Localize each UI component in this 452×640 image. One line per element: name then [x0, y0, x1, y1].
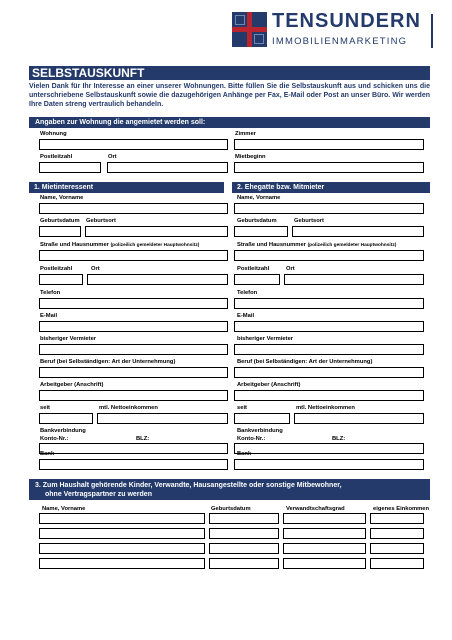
p2-seit-field[interactable]: [234, 413, 290, 424]
p2-label-bankname: Bank: [237, 451, 252, 457]
label-wohnung: Wohnung: [40, 131, 67, 137]
p2-vermieter-field[interactable]: [234, 344, 424, 355]
apartment-ort-field[interactable]: [107, 162, 228, 173]
p1-email-field[interactable]: [39, 321, 228, 332]
p1-label-bank: Bankverbindung: [40, 428, 86, 434]
wohnung-field[interactable]: [39, 139, 228, 150]
household-row1-name-field[interactable]: [39, 513, 205, 524]
apartment-section-heading: Angaben zur Wohnung die angemietet werden soll:: [29, 117, 430, 128]
p1-label-strasse: Straße und Hausnummer (polizeilich gemeldeter Hauptwohnsitz): [40, 242, 200, 248]
p2-arbeitgeber-field[interactable]: [234, 390, 424, 401]
household-heading-line1: 3. Zum Haushalt gehörende Kinder, Verwandte, Hausangestellte oder sonstige Mitbewohner,: [35, 482, 342, 489]
household-row3-name-field[interactable]: [39, 543, 205, 554]
p2-label-konto: Konto-Nr.:: [237, 436, 266, 442]
p1-netto-field[interactable]: [97, 413, 228, 424]
p1-label-arbeitgeber: Arbeitgeber (Anschrift): [40, 382, 104, 388]
p2-strasse-field[interactable]: [234, 250, 424, 261]
company-logo: [232, 12, 442, 62]
household-row1-verwandtschaft-field[interactable]: [283, 513, 366, 524]
p1-label-geburtsdatum: Geburtsdatum: [40, 218, 80, 224]
p1-label-bankname: Bank: [40, 451, 55, 457]
p1-vermieter-field[interactable]: [39, 344, 228, 355]
p1-bankname-field[interactable]: [39, 459, 228, 470]
heading-mietinteressent: 1. Mietinteressent: [29, 182, 224, 193]
p1-label-netto: mtl. Nettoeinkommen: [99, 405, 158, 411]
p1-telefon-field[interactable]: [39, 298, 228, 309]
p2-label-geburtsdatum: Geburtsdatum: [237, 218, 277, 224]
p2-label-netto: mtl. Nettoeinkommen: [296, 405, 355, 411]
p2-label-name: Name, Vorname: [237, 195, 281, 201]
p2-plz-field[interactable]: [234, 274, 280, 285]
p1-label-plz: Postleitzahl: [40, 266, 73, 272]
p1-geburtsdatum-field[interactable]: [39, 226, 81, 237]
p2-label-vermieter: bisheriger Vermieter: [237, 336, 294, 342]
household-row2-geburtsdatum-field[interactable]: [209, 528, 279, 539]
p2-label-blz: BLZ:: [332, 436, 346, 442]
apartment-plz-field[interactable]: [39, 162, 101, 173]
p2-label-bank: Bankverbindung: [237, 428, 283, 434]
p2-name-field[interactable]: [234, 203, 424, 214]
p1-label-beruf: Beruf (bei Selbständigen: Art der Unternehmung): [40, 359, 176, 365]
mietbeginn-field[interactable]: [234, 162, 424, 173]
household-col-geburtsdatum: Geburtsdatum: [211, 506, 251, 512]
brand-divider: [431, 14, 433, 48]
household-row3-einkommen-field[interactable]: [370, 543, 424, 554]
label-ort: Ort: [108, 154, 117, 160]
applicant-headings: [29, 182, 430, 193]
p2-beruf-field[interactable]: [234, 367, 424, 378]
p2-label-email: E-Mail: [237, 313, 255, 319]
household-row3-geburtsdatum-field[interactable]: [209, 543, 279, 554]
household-row4-geburtsdatum-field[interactable]: [209, 558, 279, 569]
p2-label-strasse: Straße und Hausnummer (polizeilich gemeldeter Hauptwohnsitz): [237, 242, 397, 248]
p2-konto-field[interactable]: [234, 443, 424, 454]
p1-label-blz: BLZ:: [136, 436, 150, 442]
p1-plz-field[interactable]: [39, 274, 83, 285]
household-row2-name-field[interactable]: [39, 528, 205, 539]
p1-label-seit: seit: [40, 405, 50, 411]
household-row4-einkommen-field[interactable]: [370, 558, 424, 569]
p2-label-beruf: Beruf (bei Selbständigen: Art der Unternehmung): [237, 359, 373, 365]
logo-mark-icon: [232, 12, 267, 47]
heading-ehegatte: 2. Ehegatte bzw. Mitmieter: [232, 182, 430, 193]
household-row4-name-field[interactable]: [39, 558, 205, 569]
page-title: SELBSTAUSKUNFT: [29, 66, 430, 80]
p1-name-field[interactable]: [39, 203, 228, 214]
p1-seit-field[interactable]: [39, 413, 93, 424]
p1-label-geburtsort: Geburtsort: [86, 218, 116, 224]
p1-beruf-field[interactable]: [39, 367, 228, 378]
household-row2-einkommen-field[interactable]: [370, 528, 424, 539]
p2-label-plz: Postleitzahl: [237, 266, 270, 272]
p2-telefon-field[interactable]: [234, 298, 424, 309]
household-row4-verwandtschaft-field[interactable]: [283, 558, 366, 569]
zimmer-field[interactable]: [234, 139, 424, 150]
household-col-einkommen: eigenes Einkommen: [373, 506, 430, 512]
p1-label-name: Name, Vorname: [40, 195, 84, 201]
p1-geburtsort-field[interactable]: [85, 226, 228, 237]
intro-text: Vielen Dank für Ihr Interesse an einer unserer Wohnungen. Bitte füllen Sie die Selbstauskunft aus und schicken uns die unterschriebene Selbstauskunft sowie die dazugehörigen Anhänge per Fax, E-Mail oder Post an unser Büro. Wir werden Ihre Daten streng vertraulich behandeln.: [29, 83, 430, 108]
household-row1-geburtsdatum-field[interactable]: [209, 513, 279, 524]
household-col-name: Name, Vorname: [42, 506, 86, 512]
brand-tagline: IMMOBILIENMARKETING: [272, 36, 408, 47]
household-col-verwandtschaft: Verwandtschaftsgrad: [286, 506, 345, 512]
p1-label-telefon: Telefon: [40, 290, 61, 296]
household-section-heading: [29, 479, 430, 500]
p2-netto-field[interactable]: [294, 413, 424, 424]
p2-email-field[interactable]: [234, 321, 424, 332]
p1-label-ort: Ort: [91, 266, 100, 272]
p1-label-vermieter: bisheriger Vermieter: [40, 336, 97, 342]
household-heading-line2: ohne Vertragspartner zu werden: [45, 491, 152, 498]
p2-geburtsdatum-field[interactable]: [234, 226, 288, 237]
p2-label-geburtsort: Geburtsort: [294, 218, 324, 224]
p1-label-email: E-Mail: [40, 313, 58, 319]
label-mietbeginn: Mietbeginn: [235, 154, 266, 160]
brand-name: TENSUNDERN: [272, 10, 421, 32]
household-row3-verwandtschaft-field[interactable]: [283, 543, 366, 554]
p1-strasse-field[interactable]: [39, 250, 228, 261]
p2-label-telefon: Telefon: [237, 290, 258, 296]
p2-bankname-field[interactable]: [234, 459, 424, 470]
p2-label-seit: seit: [237, 405, 247, 411]
p1-arbeitgeber-field[interactable]: [39, 390, 228, 401]
p1-konto-field[interactable]: [39, 443, 228, 454]
p2-label-ort: Ort: [286, 266, 295, 272]
label-zimmer: Zimmer: [235, 131, 256, 137]
p2-geburtsort-field[interactable]: [292, 226, 424, 237]
p1-label-konto: Konto-Nr.:: [40, 436, 69, 442]
household-row1-einkommen-field[interactable]: [370, 513, 424, 524]
household-row2-verwandtschaft-field[interactable]: [283, 528, 366, 539]
label-postleitzahl: Postleitzahl: [40, 154, 73, 160]
p2-ort-field[interactable]: [284, 274, 424, 285]
p2-label-arbeitgeber: Arbeitgeber (Anschrift): [237, 382, 301, 388]
p1-ort-field[interactable]: [87, 274, 228, 285]
